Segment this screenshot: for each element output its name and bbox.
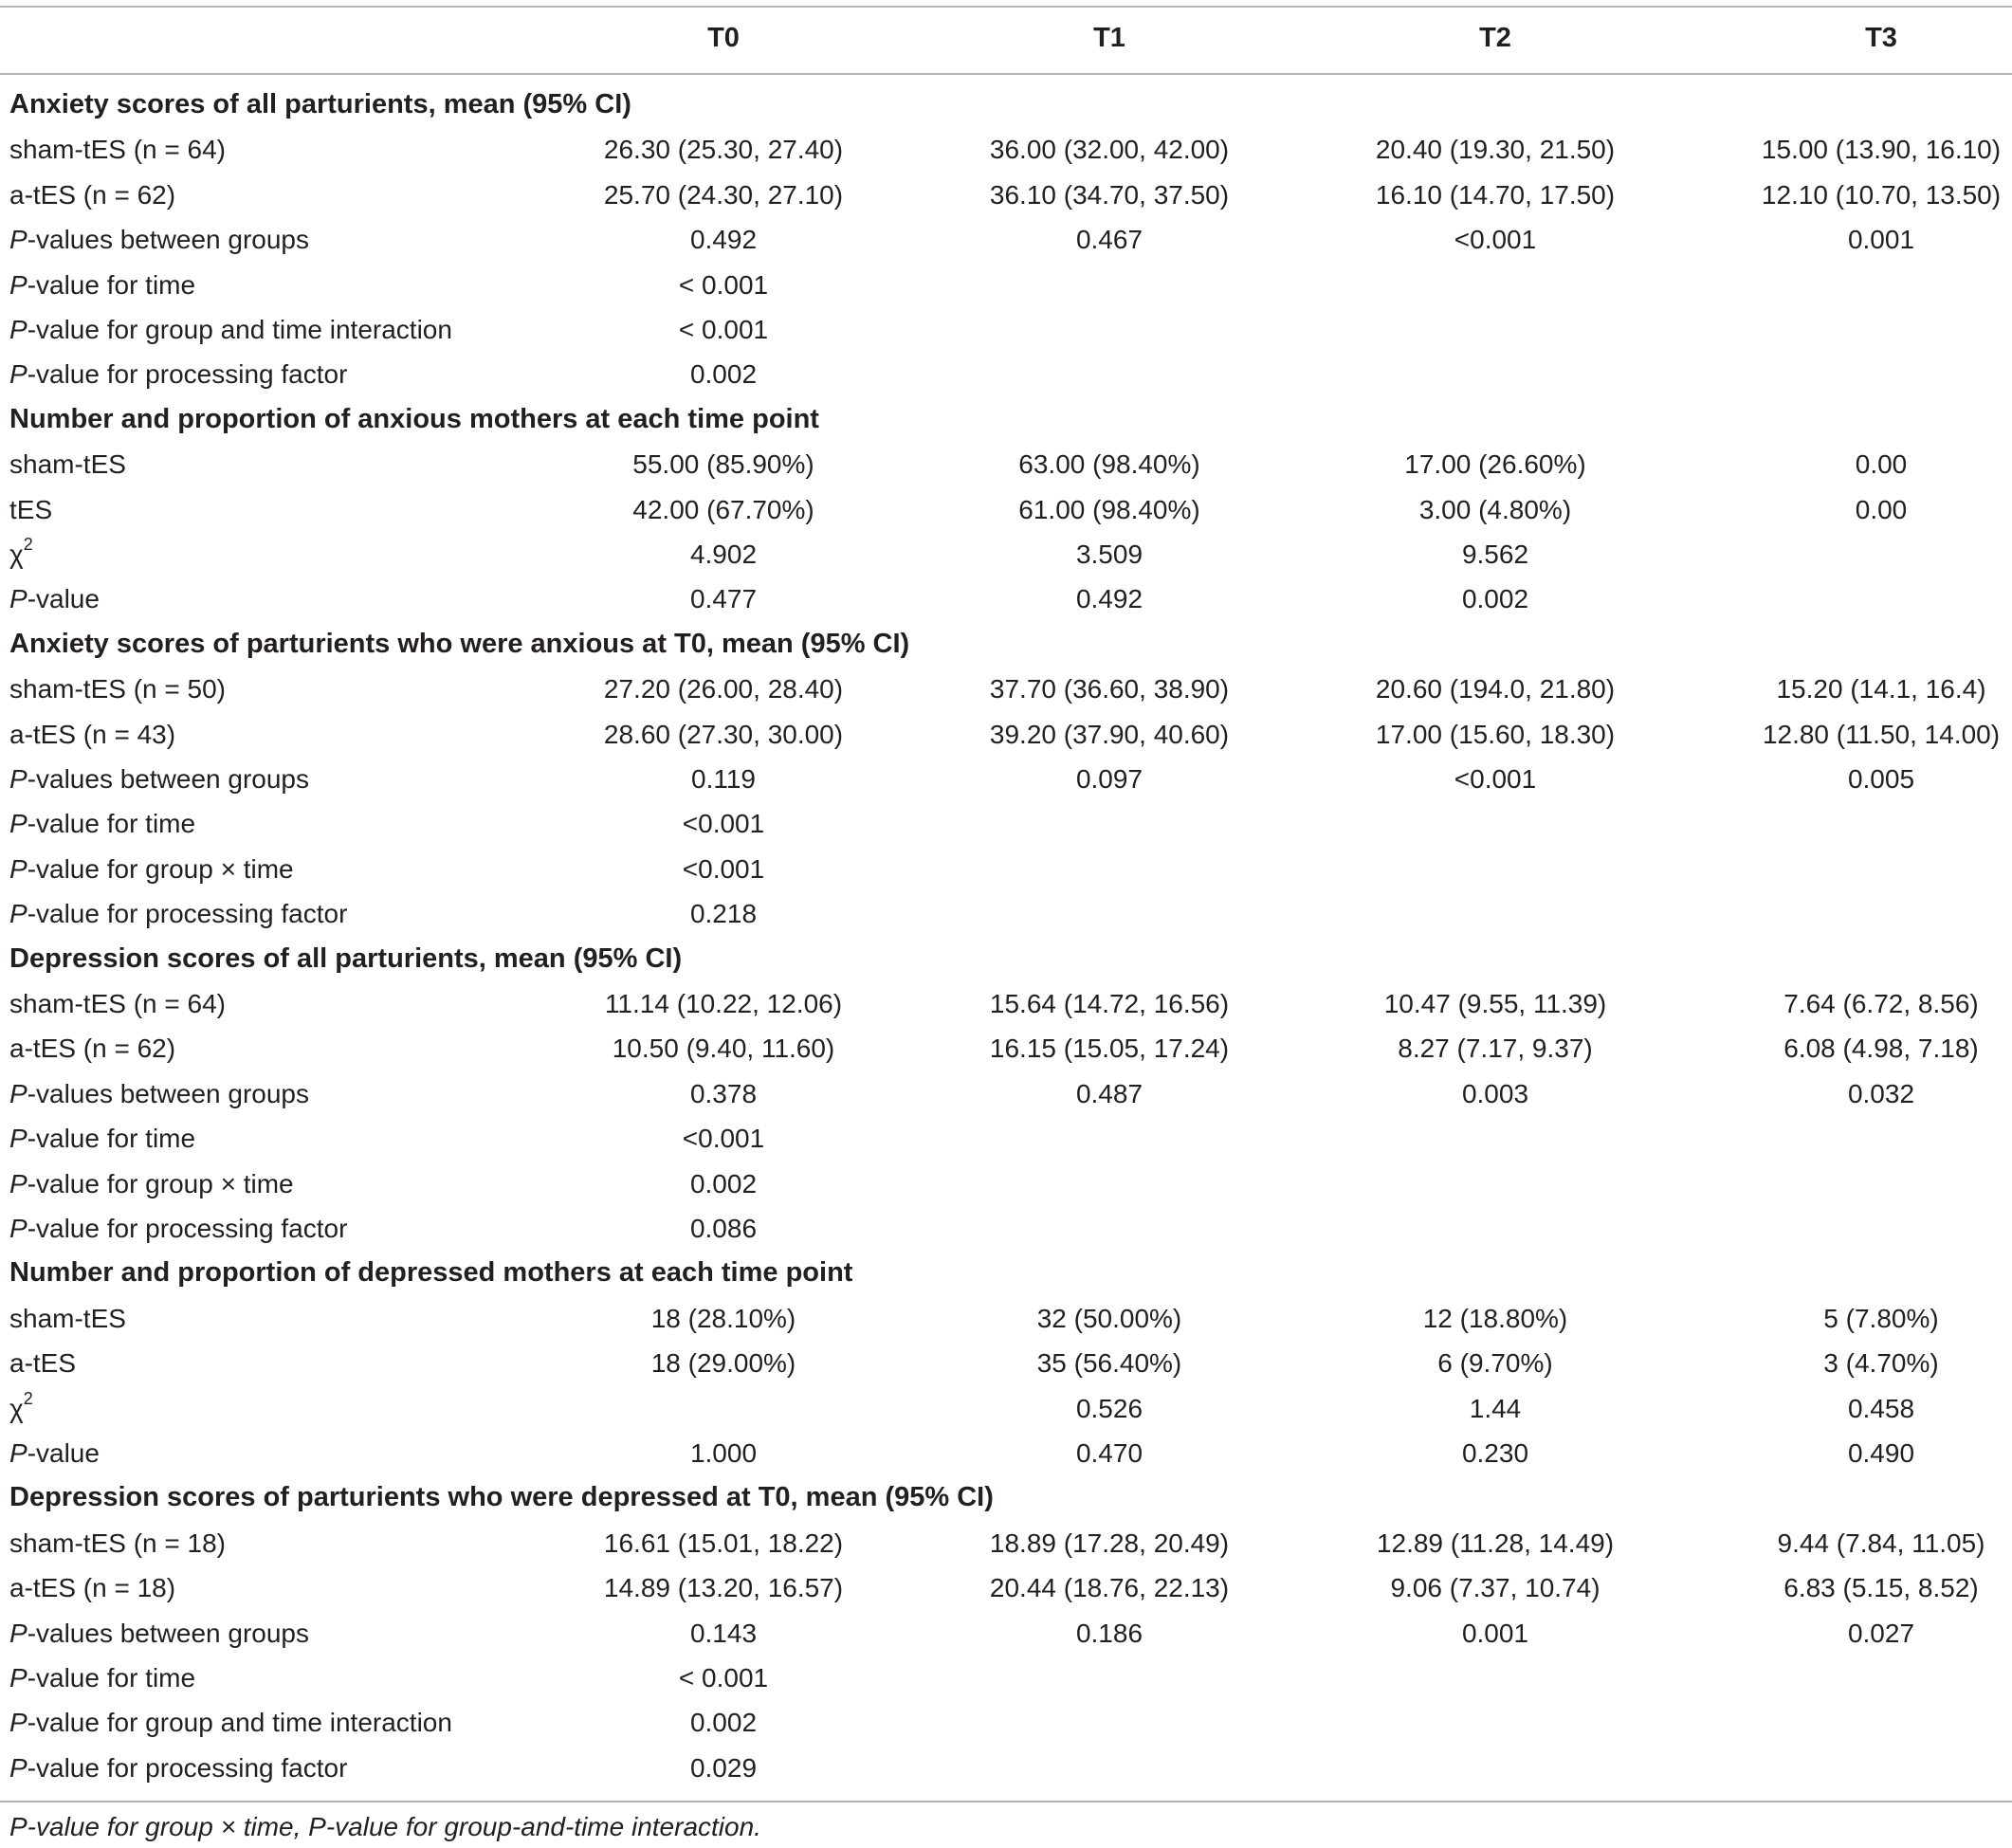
row-label	[9, 757, 309, 801]
cell-t2: 1.44	[1469, 1393, 1522, 1423]
cell-t2: 9.06 (7.37, 10.74)	[1390, 1573, 1600, 1603]
row-label-text: sham-tES (n = 18)	[9, 1528, 226, 1558]
row-label-text: -values between groups	[27, 225, 309, 255]
cell-t2: 3.00 (4.80%)	[1418, 494, 1572, 524]
p-italic: P	[9, 1438, 27, 1468]
cell-t3	[1688, 307, 2012, 352]
cell-t1: 18.89 (17.28, 20.49)	[989, 1528, 1230, 1558]
row-label-text: -value for time	[27, 1663, 196, 1692]
table-top-rule	[0, 6, 2012, 8]
row-label-text: -value for time	[27, 1124, 196, 1154]
table-row	[0, 1700, 2012, 1745]
cell-t2	[1302, 1746, 1689, 1790]
cell-t0: 0.002	[689, 1168, 758, 1198]
header-cell-t0: T0	[707, 23, 740, 53]
row-label-text: sham-tES (n = 64)	[9, 989, 226, 1018]
p-italic: P	[9, 269, 27, 300]
row-label	[9, 1656, 195, 1700]
cell-t1: 0.492	[1075, 584, 1143, 614]
table-header-rule	[0, 73, 2012, 75]
table-row	[0, 352, 2012, 396]
cell-t3	[1688, 1746, 2012, 1790]
cell-t3	[1688, 1206, 2012, 1251]
row-label	[9, 801, 195, 846]
row-label-text: Depression scores of all parturients, mean (95% CI)	[9, 942, 683, 974]
cell-t3	[1688, 1162, 2012, 1206]
cell-t0	[530, 1386, 917, 1431]
row-label	[9, 981, 226, 1026]
row-label	[9, 1431, 100, 1475]
row-label	[9, 891, 347, 936]
row-label-text: -values between groups	[27, 1618, 309, 1648]
row-label	[9, 847, 294, 891]
cell-t1	[916, 263, 1303, 307]
table-footnote: P-value for group × time, P-value for group-and-time interaction.	[9, 1812, 761, 1841]
p-italic: P	[9, 584, 27, 614]
cell-t2	[1302, 1700, 1689, 1745]
cell-t3: 15.20 (14.1, 16.4)	[1776, 674, 1986, 704]
header-cell-t3: T3	[1865, 23, 1897, 53]
cell-t1	[916, 1746, 1303, 1790]
row-label-text: sham-tES	[9, 1303, 126, 1333]
row-label	[9, 1206, 347, 1251]
cell-t0: 0.477	[689, 584, 758, 614]
row-label-text: a-tES (n = 62)	[9, 1034, 176, 1064]
section-header-row	[0, 1475, 2012, 1520]
row-label	[9, 442, 126, 486]
cell-t3: 9.44 (7.84, 11.05)	[1777, 1528, 1985, 1558]
cell-t0: < 0.001	[678, 1663, 769, 1692]
table-header-row	[0, 16, 2012, 61]
row-label-text: -value for group and time interaction	[27, 1708, 452, 1738]
table-row	[0, 891, 2012, 936]
cell-t1	[916, 1656, 1303, 1700]
cell-t3: 7.64 (6.72, 8.56)	[1783, 989, 1979, 1018]
cell-t0: 10.50 (9.40, 11.60)	[612, 1034, 835, 1064]
cell-t3: 15.00 (13.90, 16.10)	[1761, 135, 2002, 165]
cell-t2: <0.001	[1454, 225, 1537, 255]
cell-t3	[1688, 352, 2012, 396]
section-header-row	[0, 397, 2012, 442]
cell-t2: 0.003	[1461, 1078, 1529, 1108]
cell-t3: 6.83 (5.15, 8.52)	[1783, 1573, 1979, 1603]
p-italic: P	[9, 1618, 27, 1648]
cell-t0: 0.492	[689, 225, 758, 255]
cell-t3	[1688, 1700, 2012, 1745]
row-label-text: -value for processing factor	[27, 1752, 348, 1783]
row-label	[9, 1026, 175, 1070]
table-row	[0, 487, 2012, 532]
cell-t0: <0.001	[682, 1124, 765, 1154]
p-italic: P	[9, 359, 27, 390]
row-label	[9, 263, 195, 307]
cell-t3	[1688, 847, 2012, 891]
cell-t1	[916, 352, 1303, 396]
cell-t2: 0.230	[1461, 1438, 1529, 1468]
cell-t1: 36.00 (32.00, 42.00)	[989, 135, 1230, 165]
table-row	[0, 1611, 2012, 1656]
cell-t3: 6.08 (4.98, 7.18)	[1783, 1034, 1979, 1064]
cell-t1	[916, 1162, 1303, 1206]
cell-t0: 55.00 (85.90%)	[632, 449, 814, 480]
cell-t2: 6 (9.70%)	[1437, 1348, 1553, 1379]
table-row	[0, 1296, 2012, 1341]
cell-t1	[916, 891, 1303, 936]
p-italic: P	[9, 899, 27, 929]
p-italic: P	[9, 809, 27, 839]
row-label-text: χ	[9, 1393, 24, 1423]
cell-t2	[1302, 1116, 1689, 1161]
superscript: 2	[23, 1388, 33, 1408]
table-row	[0, 1206, 2012, 1251]
section-title	[9, 82, 631, 127]
cell-t3: 3 (4.70%)	[1823, 1348, 1939, 1379]
cell-t1: 0.487	[1075, 1078, 1143, 1108]
p-italic: P	[9, 1214, 27, 1243]
cell-t0: 0.119	[691, 764, 756, 794]
row-label-text: -value for processing factor	[27, 899, 348, 929]
cell-t0: < 0.001	[678, 315, 769, 344]
row-label-text: -value	[27, 1438, 100, 1468]
table-row	[0, 801, 2012, 846]
row-label-text: -value	[27, 584, 100, 614]
table-row	[0, 307, 2012, 352]
cell-t3: 0.490	[1847, 1438, 1915, 1468]
row-label-text: Anxiety scores of parturients who were anxious at T0, mean (95% CI)	[9, 628, 910, 659]
p-italic: P	[9, 1078, 27, 1108]
row-label-text: -values between groups	[27, 764, 309, 794]
table-row	[0, 1746, 2012, 1790]
cell-t3: 0.001	[1847, 225, 1915, 255]
table-row	[0, 1162, 2012, 1206]
cell-t3: 0.005	[1847, 764, 1915, 794]
table-row	[0, 217, 2012, 262]
row-label	[9, 307, 452, 352]
cell-t0: 27.20 (26.00, 28.40)	[603, 674, 844, 704]
cell-t0: 0.002	[689, 1708, 758, 1738]
table-row	[0, 173, 2012, 217]
cell-t1: 35 (56.40%)	[1036, 1348, 1182, 1379]
row-label-text: -value for group × time	[27, 1168, 294, 1198]
row-label	[9, 1565, 175, 1610]
cell-t1	[916, 801, 1303, 846]
table-bottom-rule	[0, 1801, 2012, 1802]
row-label	[9, 487, 52, 532]
cell-t3: 0.027	[1847, 1618, 1915, 1648]
cell-t3	[1688, 263, 2012, 307]
cell-t2: 8.27 (7.17, 9.37)	[1398, 1034, 1593, 1064]
row-label-text: sham-tES (n = 50)	[9, 674, 226, 704]
cell-t1: 0.526	[1075, 1393, 1143, 1423]
cell-t1: 37.70 (36.60, 38.90)	[989, 674, 1230, 704]
cell-t1	[916, 307, 1303, 352]
p-italic: P	[9, 225, 27, 255]
cell-t3	[1688, 576, 2012, 621]
cell-t2	[1302, 1656, 1689, 1700]
cell-t1	[916, 847, 1303, 891]
row-label	[9, 127, 226, 172]
cell-t2: 17.00 (26.60%)	[1404, 449, 1586, 480]
row-label-text: Number and proportion of depressed mothers at each time point	[9, 1257, 853, 1289]
cell-t2: 10.47 (9.55, 11.39)	[1383, 989, 1607, 1018]
table-row	[0, 1656, 2012, 1700]
cell-t1: 63.00 (98.40%)	[1018, 449, 1200, 480]
row-label-text: χ	[9, 540, 24, 569]
cell-t0: 16.61 (15.01, 18.22)	[603, 1528, 844, 1558]
p-italic: P	[9, 853, 27, 884]
cell-t2: 16.10 (14.70, 17.50)	[1375, 179, 1616, 210]
cell-t2: 0.002	[1461, 584, 1529, 614]
cell-t0: 18 (29.00%)	[650, 1348, 796, 1379]
cell-t2	[1302, 847, 1689, 891]
row-label-text: a-tES (n = 18)	[9, 1573, 176, 1603]
cell-t0: 0.029	[689, 1752, 758, 1783]
cell-t2	[1302, 1162, 1689, 1206]
cell-t2	[1302, 1206, 1689, 1251]
cell-t2	[1302, 263, 1689, 307]
row-label-text: -value for group and time interaction	[27, 315, 452, 344]
table-row	[0, 1026, 2012, 1070]
section-header-row	[0, 82, 2012, 127]
table-row	[0, 1521, 2012, 1565]
cell-t2: 20.60 (194.0, 21.80)	[1375, 674, 1616, 704]
table-row	[0, 757, 2012, 801]
cell-t1: 0.186	[1075, 1618, 1143, 1648]
cell-t3: 0.032	[1847, 1078, 1915, 1108]
cell-t3: 12.10 (10.70, 13.50)	[1761, 179, 2002, 210]
cell-t0: <0.001	[682, 853, 765, 884]
cell-t3	[1688, 801, 2012, 846]
cell-t2: 12.89 (11.28, 14.49)	[1376, 1528, 1615, 1558]
row-label-text: a-tES	[9, 1348, 77, 1379]
row-label-text: Anxiety scores of all parturients, mean (95% CI)	[9, 89, 631, 119]
header-cell-t2: T2	[1479, 23, 1511, 53]
cell-t1: 3.509	[1075, 540, 1143, 569]
table-row	[0, 1565, 2012, 1610]
row-label	[9, 1116, 195, 1161]
cell-t3: 12.80 (11.50, 14.00)	[1762, 719, 2001, 749]
row-label	[9, 532, 33, 576]
row-label-text: -value for group × time	[27, 853, 294, 884]
p-italic: P	[9, 1708, 27, 1738]
row-label-text: a-tES (n = 43)	[9, 719, 176, 749]
cell-t2	[1302, 352, 1689, 396]
cell-t1: 32 (50.00%)	[1036, 1303, 1182, 1333]
row-label-text: Depression scores of parturients who were depressed at T0, mean (95% CI)	[9, 1482, 994, 1513]
p-italic: P	[9, 1752, 27, 1783]
table-row	[0, 1341, 2012, 1385]
section-title	[9, 1251, 852, 1295]
p-italic: P	[9, 764, 27, 794]
cell-t1: 39.20 (37.90, 40.60)	[989, 719, 1230, 749]
cell-t0: <0.001	[682, 809, 765, 839]
row-label-text: sham-tES	[9, 449, 126, 480]
row-label	[9, 217, 309, 262]
row-label	[9, 712, 175, 757]
cell-t0: 28.60 (27.30, 30.00)	[603, 719, 844, 749]
cell-t0: 0.002	[689, 359, 758, 390]
cell-t2	[1302, 801, 1689, 846]
cell-t2: 12 (18.80%)	[1422, 1303, 1568, 1333]
section-title	[9, 937, 682, 981]
table-row	[0, 981, 2012, 1026]
cell-t1: 36.10 (34.70, 37.50)	[989, 179, 1230, 210]
cell-t1	[916, 1700, 1303, 1745]
cell-t0: 0.378	[689, 1078, 758, 1108]
cell-t3: 0.00	[1855, 449, 1908, 480]
table-row	[0, 263, 2012, 307]
row-label	[9, 1386, 33, 1431]
row-label-text: tES	[9, 494, 53, 524]
cell-t1: 0.097	[1075, 764, 1143, 794]
table-row	[0, 127, 2012, 172]
header-cell-t1: T1	[1093, 23, 1125, 53]
cell-t1	[916, 1116, 1303, 1161]
row-label	[9, 352, 347, 396]
superscript: 2	[23, 535, 33, 554]
row-label-text: -value for time	[27, 269, 196, 300]
table-row	[0, 532, 2012, 576]
table-row	[0, 576, 2012, 621]
cell-t2: 20.40 (19.30, 21.50)	[1375, 135, 1616, 165]
row-label-text: Number and proportion of anxious mothers at each time point	[9, 403, 819, 434]
cell-t0: 18 (28.10%)	[650, 1303, 796, 1333]
cell-t0: 0.086	[689, 1214, 758, 1243]
section-title	[9, 622, 909, 667]
cell-t1	[916, 1206, 1303, 1251]
cell-t0: 14.89 (13.20, 16.57)	[603, 1573, 844, 1603]
table-row	[0, 712, 2012, 757]
table-row	[0, 847, 2012, 891]
table-row	[0, 1116, 2012, 1161]
cell-t0: 4.902	[689, 540, 758, 569]
row-label	[9, 1700, 452, 1745]
p-italic: P	[9, 315, 27, 344]
row-label	[9, 667, 226, 711]
table-row	[0, 1386, 2012, 1431]
cell-t2	[1302, 891, 1689, 936]
cell-t2: 0.001	[1461, 1618, 1529, 1648]
cell-t0: 1.000	[689, 1438, 758, 1468]
row-label	[9, 1162, 294, 1206]
cell-t2: 9.562	[1461, 540, 1529, 569]
section-title	[9, 1475, 994, 1520]
cell-t0: 26.30 (25.30, 27.40)	[603, 135, 844, 165]
cell-t3	[1688, 891, 2012, 936]
p-italic: P	[9, 1663, 27, 1692]
row-label	[9, 1746, 347, 1790]
table-row	[0, 442, 2012, 486]
section-header-row	[0, 622, 2012, 667]
row-label	[9, 576, 100, 621]
cell-t3	[1688, 1656, 2012, 1700]
cell-t0: 0.218	[689, 899, 758, 929]
cell-t0: 0.143	[689, 1618, 758, 1648]
row-label	[9, 1296, 126, 1341]
cell-t1: 0.467	[1075, 225, 1143, 255]
cell-t3	[1688, 1116, 2012, 1161]
cell-t2: 17.00 (15.60, 18.30)	[1375, 719, 1616, 749]
table-row	[0, 1071, 2012, 1116]
cell-t3	[1688, 532, 2012, 576]
cell-t3: 5 (7.80%)	[1823, 1303, 1939, 1333]
row-label	[9, 173, 175, 217]
row-label	[9, 1341, 76, 1385]
row-label	[9, 1611, 309, 1656]
cell-t3: 0.458	[1847, 1393, 1915, 1423]
p-italic: P	[9, 1168, 27, 1198]
row-label-text: a-tES (n = 62)	[9, 179, 176, 210]
p-italic: P	[9, 1124, 27, 1154]
table-row	[0, 1431, 2012, 1475]
cell-t0: 25.70 (24.30, 27.10)	[603, 179, 844, 210]
cell-t2	[1302, 307, 1689, 352]
cell-t1: 15.64 (14.72, 16.56)	[989, 989, 1230, 1018]
section-header-row	[0, 937, 2012, 981]
cell-t1: 61.00 (98.40%)	[1018, 494, 1200, 524]
row-label-text: -value for time	[27, 809, 196, 839]
row-label-text: sham-tES (n = 64)	[9, 135, 226, 165]
row-label	[9, 1071, 309, 1116]
cell-t1: 0.470	[1075, 1438, 1143, 1468]
cell-t0: 42.00 (67.70%)	[632, 494, 814, 524]
row-label	[9, 1521, 226, 1565]
section-header-row	[0, 1251, 2012, 1295]
cell-t0: 11.14 (10.22, 12.06)	[604, 989, 843, 1018]
section-title	[9, 397, 819, 442]
row-label-text: -value for processing factor	[27, 359, 348, 390]
cell-t3: 0.00	[1855, 494, 1908, 524]
cell-t1: 20.44 (18.76, 22.13)	[989, 1573, 1230, 1603]
row-label-text: -values between groups	[27, 1078, 309, 1108]
cell-t1: 16.15 (15.05, 17.24)	[989, 1034, 1230, 1064]
table-row	[0, 667, 2012, 711]
row-label-text: -value for processing factor	[27, 1214, 348, 1243]
cell-t0: < 0.001	[678, 269, 769, 300]
cell-t2: <0.001	[1454, 764, 1537, 794]
